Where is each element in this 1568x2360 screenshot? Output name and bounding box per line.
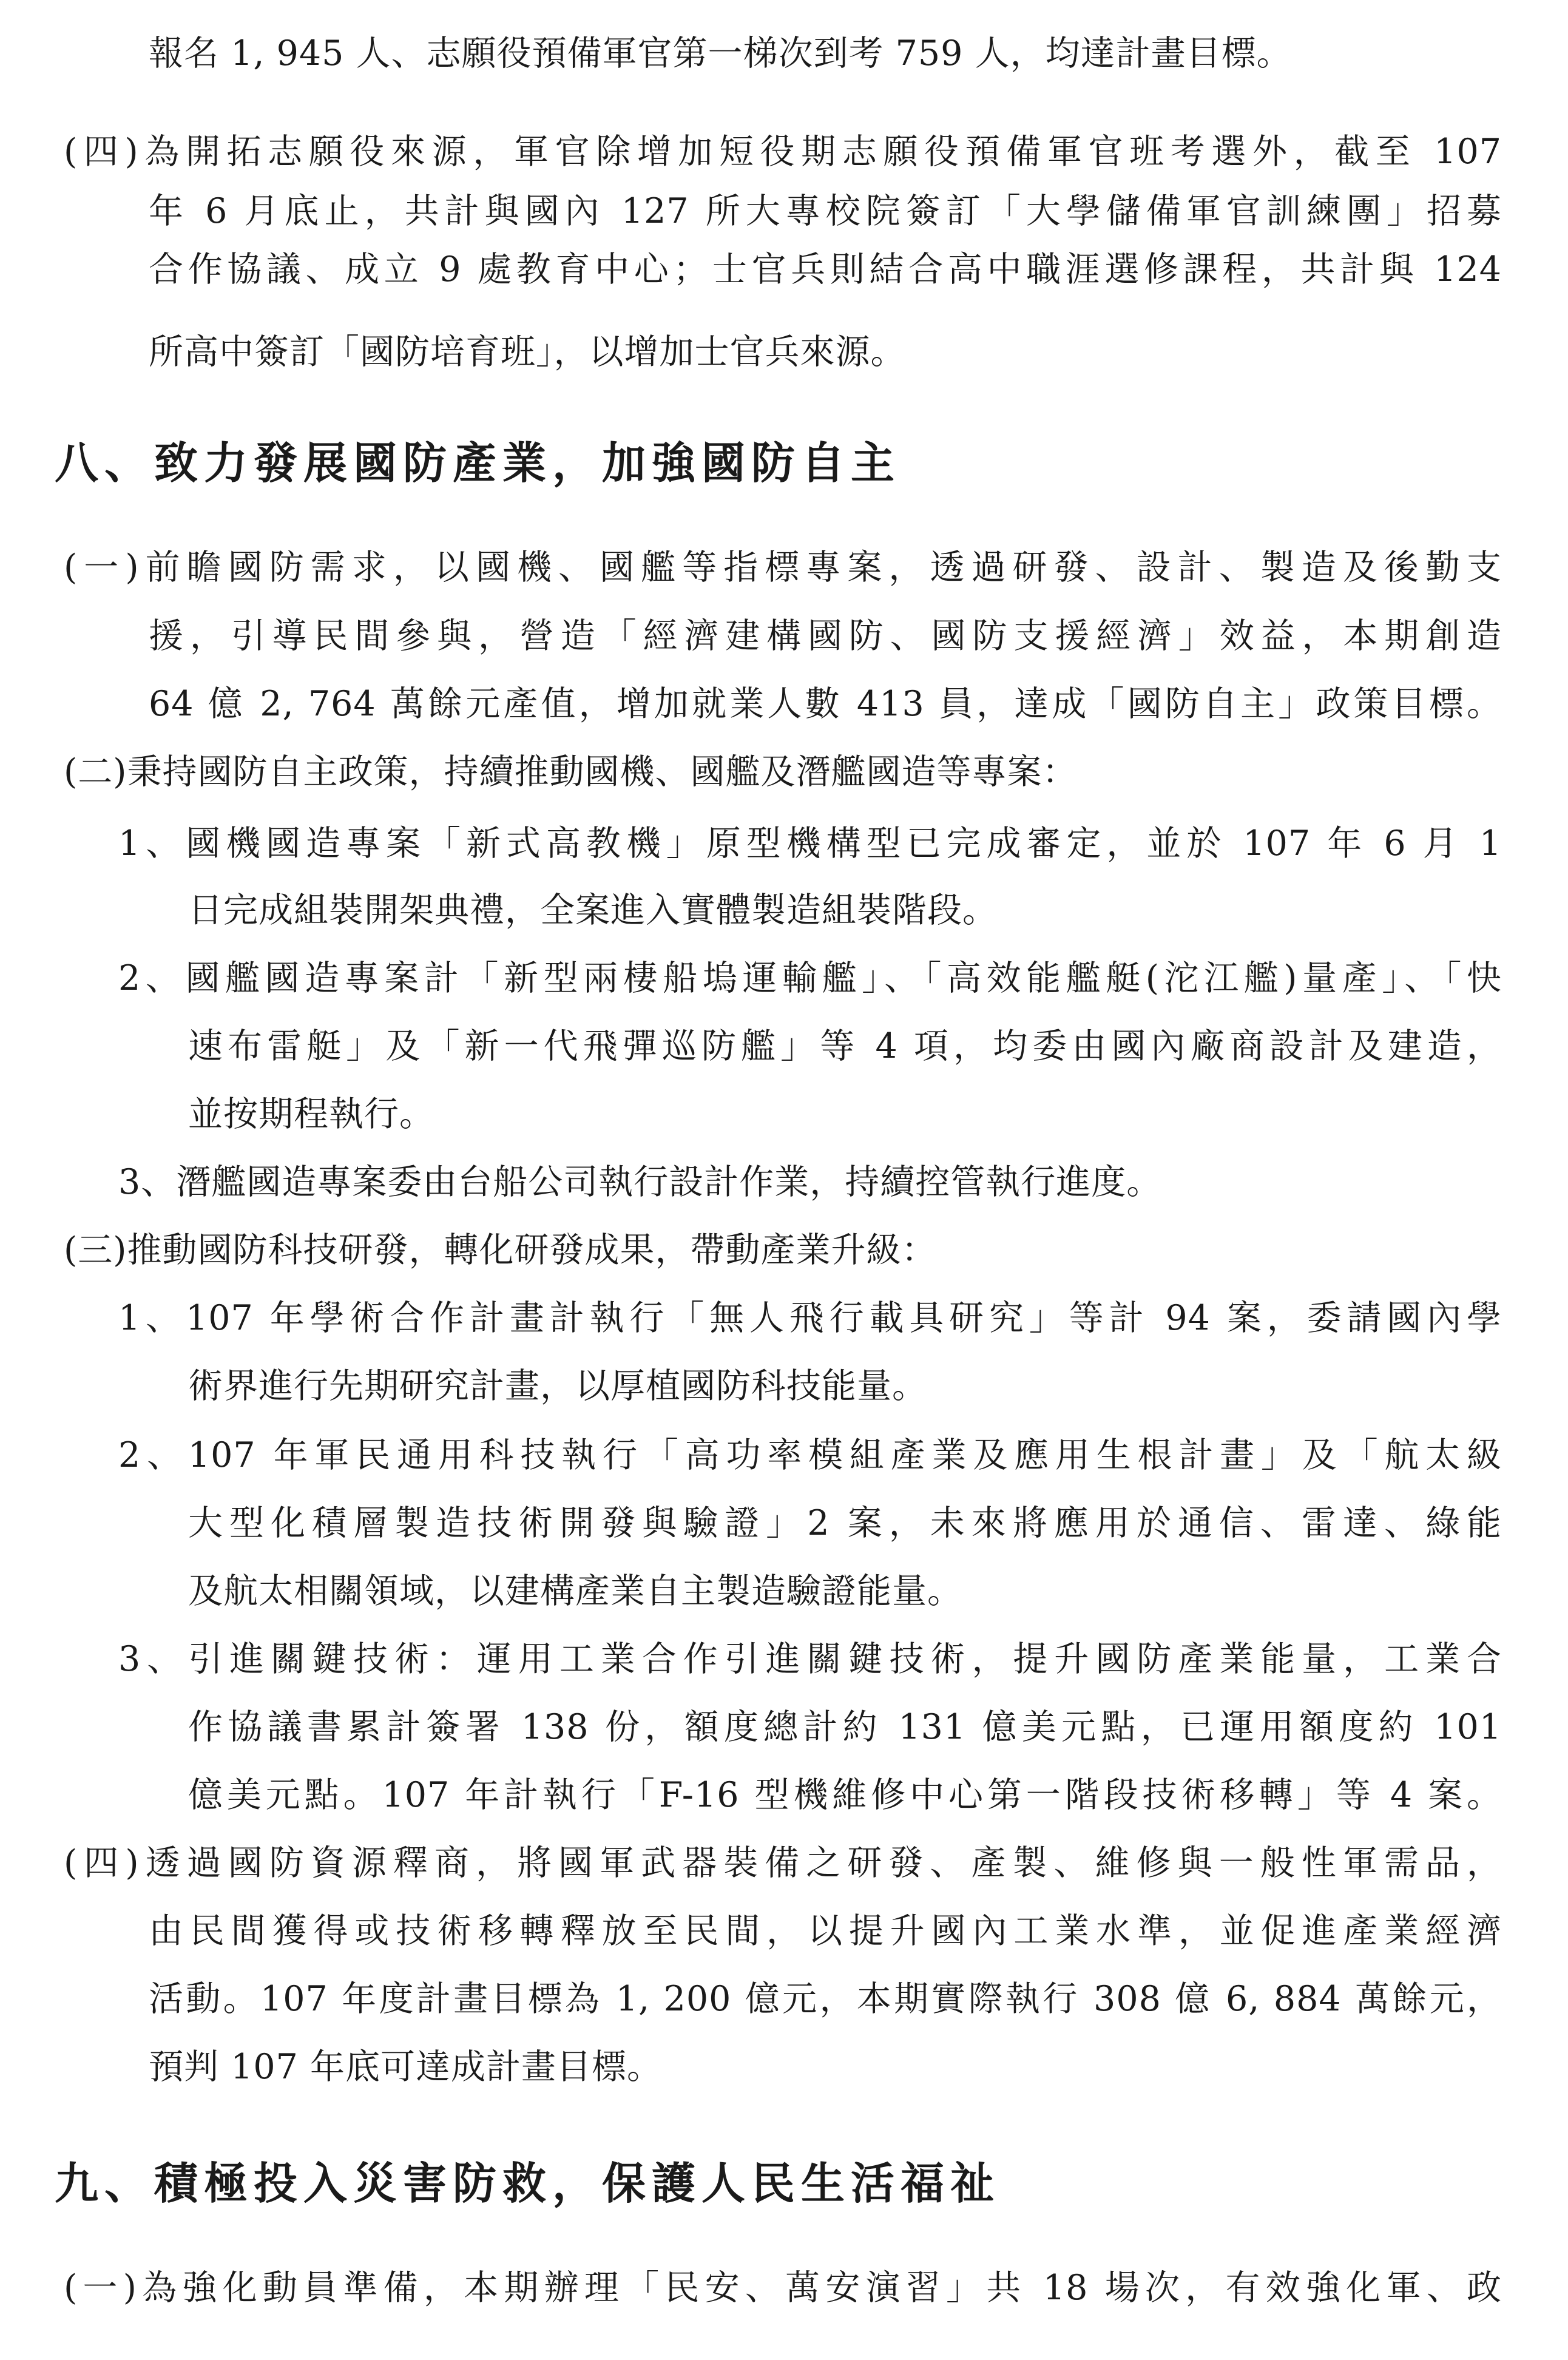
body-line: (四)透過國防資源釋商，將國軍武器裝備之研發、產製、維修與一般性軍需品，	[64, 1843, 1502, 1883]
list-item: 大型化積層製造技術開發與驗證」2 案，未來將應用於通信、雷達、綠能	[188, 1503, 1502, 1543]
body-line: 年 6 月底止，共計與國內 127 所大專校院簽訂「大學儲備軍官訓練團」招募	[149, 191, 1502, 231]
body-line: 合作協議、成立 9 處教育中心；士官兵則結合高中職涯選修課程，共計與 124	[149, 249, 1502, 289]
list-item: 1、107 年學術合作計畫計執行「無人飛行載具研究」等計 94 案，委請國內學	[118, 1298, 1502, 1338]
body-line: 報名 1, 945 人、志願役預備軍官第一梯次到考 759 人，均達計畫目標。	[149, 33, 1292, 73]
body-line: (四)為開拓志願役來源，軍官除增加短役期志願役預備軍官班考選外，截至 107	[64, 132, 1502, 172]
list-item: 3、潛艦國造專案委由台船公司執行設計作業，持續控管執行進度。	[118, 1162, 1162, 1202]
list-item: 2、107 年軍民通用科技執行「高功率模組產業及應用生根計畫」及「航太級	[118, 1435, 1502, 1475]
body-line: 活動。107 年度計畫目標為 1, 200 億元，本期實際執行 308 億 6, 884 萬餘元，	[149, 1979, 1502, 2019]
list-item: 3、引進關鍵技術：運用工業合作引進關鍵技術，提升國防產業能量，工業合	[118, 1639, 1502, 1679]
section-heading-8: 八、致力發展國防產業，加強國防自主	[55, 438, 901, 489]
body-line: 預判 107 年底可達成計畫目標。	[149, 2047, 663, 2087]
body-line: 所高中簽訂「國防培育班」，以增加士官兵來源。	[149, 332, 906, 372]
body-line: (一)為強化動員準備，本期辦理「民安、萬安演習」共 18 場次，有效強化軍、政	[64, 2268, 1502, 2308]
body-line: 64 億 2, 764 萬餘元產值，增加就業人數 413 員，達成「國防自主」政策目標。	[149, 684, 1502, 724]
list-item: 億美元點。107 年計執行「F-16 型機維修中心第一階段技術移轉」等 4 案。	[188, 1775, 1502, 1815]
list-item: 1、國機國造專案「新式高教機」原型機構型已完成審定，並於 107 年 6 月 1	[118, 823, 1502, 864]
list-item: 術界進行先期研究計畫，以厚植國防科技能量。	[188, 1366, 927, 1406]
list-item: 2、國艦國造專案計「新型兩棲船塢運輸艦」、「高效能艦艇(沱江艦)量產」、「快	[118, 958, 1502, 998]
body-line: (二)秉持國防自主政策，持續推動國機、國艦及潛艦國造等專案：	[64, 752, 1078, 792]
list-item: 並按期程執行。	[188, 1094, 434, 1134]
list-item: 及航太相關領域，以建構產業自主製造驗證能量。	[188, 1571, 962, 1611]
body-line: 由民間獲得或技術移轉釋放至民間，以提升國內工業水準，並促進產業經濟	[149, 1911, 1502, 1951]
body-line: 援，引導民間參與，營造「經濟建構國防、國防支援經濟」效益，本期創造	[149, 616, 1502, 656]
body-line: (一)前瞻國防需求，以國機、國艦等指標專案，透過研發、設計、製造及後勤支	[64, 547, 1502, 587]
body-line: (三)推動國防科技研發，轉化研發成果，帶動產業升級：	[64, 1230, 937, 1270]
list-item: 作協議書累計簽署 138 份，額度總計約 131 億美元點，已運用額度約 101	[188, 1707, 1502, 1747]
section-heading-9: 九、積極投入災害防救，保護人民生活福祉	[55, 2158, 1001, 2209]
list-item: 日完成組裝開架典禮，全案進入實體製造組裝階段。	[188, 890, 998, 930]
list-item: 速布雷艇」及「新一代飛彈巡防艦」等 4 項，均委由國內廠商設計及建造，	[188, 1026, 1502, 1066]
